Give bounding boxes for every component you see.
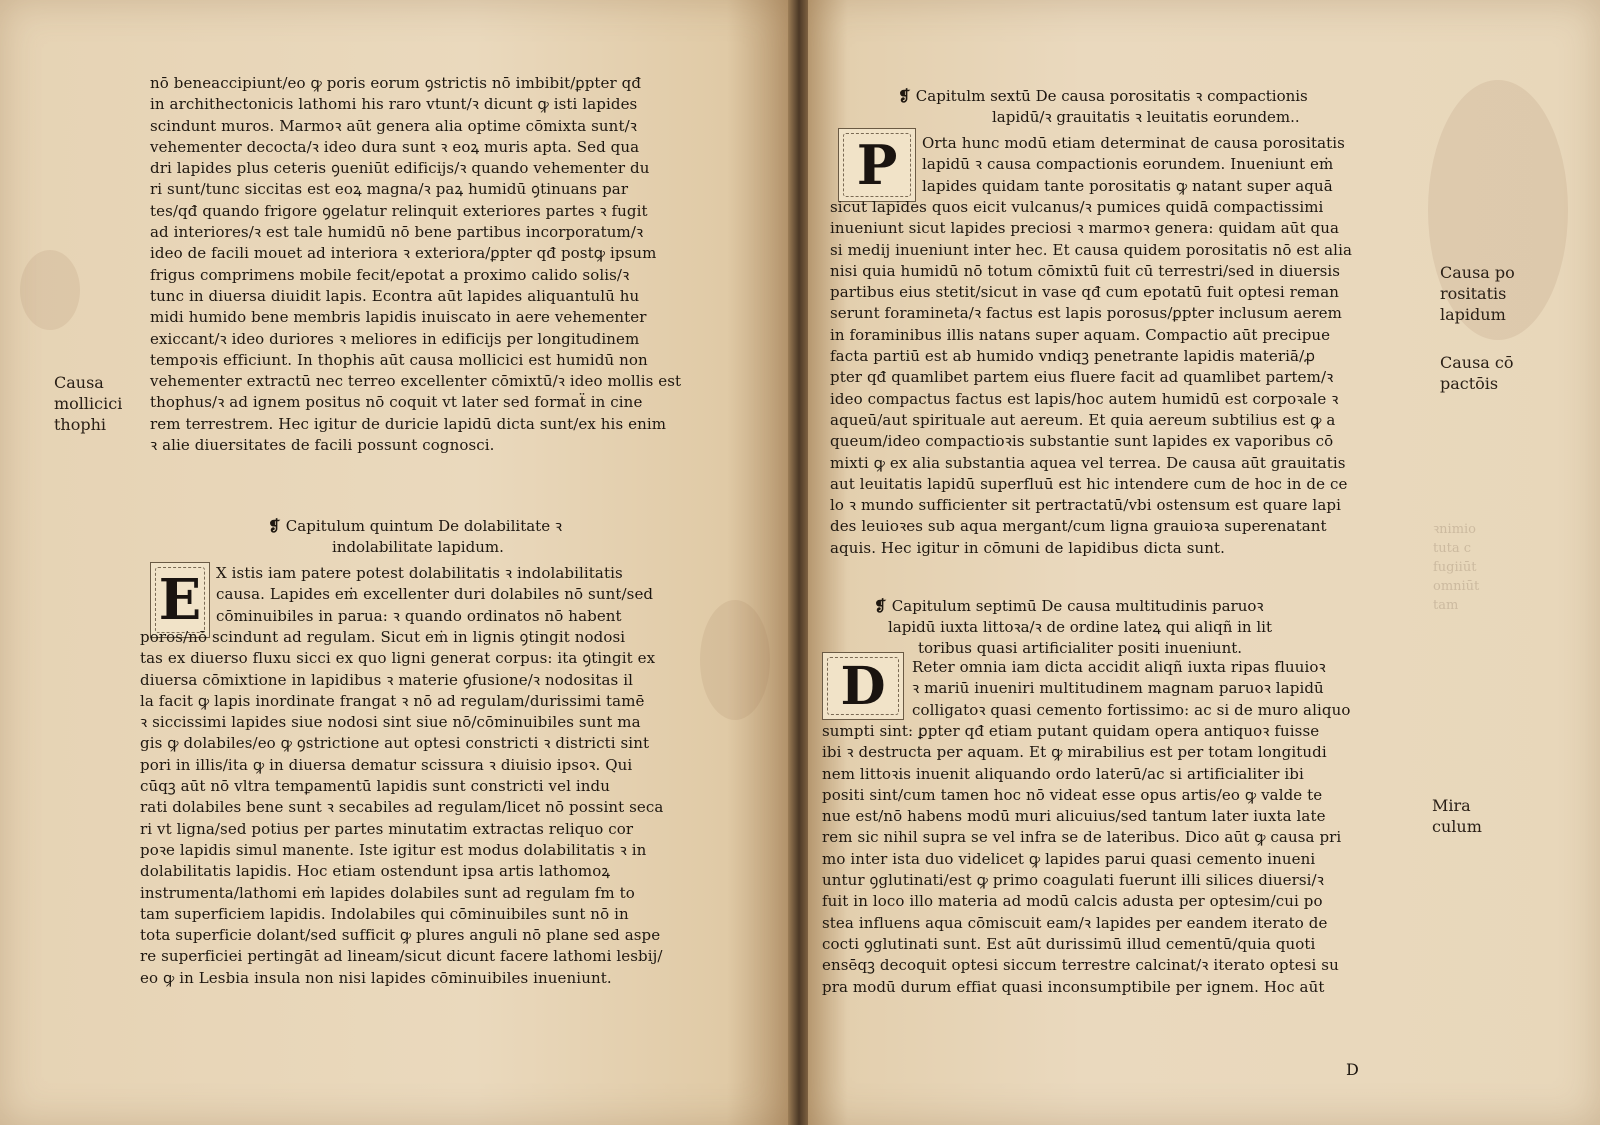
text-line: serunt foramineta/ꝛ factus est lapis porosus/ꝑpter inclusum aerem (830, 304, 1342, 323)
text-line: ad interiores/ꝛ est tale humidū nō bene partibus incorporatum/ꝛ (150, 223, 644, 242)
text-line: positi sint/cum tamen hoc nō videat esse opus artis/eo ꝙ valde te (822, 785, 1323, 804)
text-line: aquis. Hec igitur in cōmuni de lapidibus dicta sunt. (830, 538, 1226, 557)
text-line: mixti ꝙ ex alia substantia aquea vel terrea. De causa aūt grauitatis (830, 453, 1346, 472)
text-line: ꝛ alie diuersitates de facili possunt cognosci. (150, 436, 495, 455)
text-line: ri vt ligna/sed potius per partes minutatim extractas reliquo cor (140, 819, 634, 838)
text-line: colligatoꝛ quasi cemento fortissimo: ac si de muro aliquo (912, 700, 1351, 719)
heading-line: indolabilitate lapidum. (332, 538, 504, 556)
text-line: exiccant/ꝛ ideo duriores ꝛ meliores in edificijs per longitudinem (150, 329, 640, 348)
margin-note-miraculum (1432, 795, 1482, 837)
left-page (0, 0, 790, 1125)
text-line: ꝛ siccissimi lapides siue nodosi sint siue nō/cōminuibiles sunt ma (140, 713, 641, 732)
text-line: tes/qđ quando frigore ꝯgelatur relinquit exteriores partes ꝛ fugit (150, 201, 648, 220)
text-line: pori in illis/ita ꝙ in diuersa dematur scissura ꝛ diuisio ipsoꝛ. Qui (140, 755, 633, 774)
text-line: rati dolabiles bene sunt ꝛ secabiles ad regulam/licet nō possint seca (140, 798, 664, 817)
text-line: diuersa cōmixtione in lapidibus ꝛ materie ꝯfusione/ꝛ nodositas il (140, 670, 634, 689)
paper-stain (700, 600, 770, 720)
text-line: stea influens aqua cōmiscuit eam/ꝛ lapides per eandem iterato de (822, 913, 1328, 932)
right-page (808, 0, 1600, 1125)
text-line: poꝛe lapidis simul manente. Iste igitur est modus dolabilitatis ꝛ in (140, 840, 647, 859)
decorated-initial-p (838, 128, 916, 202)
text-line: Reter omnia iam dicta accidit aliqñ iuxta ripas fluuioꝛ (912, 658, 1326, 676)
margin-note-compactionis (1440, 352, 1514, 394)
text-line: facta partiū est ab humido vndiqꝫ penetrante lapidis materiā/ꝓ (830, 347, 1316, 366)
chapter-5-first-lines (216, 563, 653, 627)
text-line: tas ex diuerso fluxu sicci ex quo ligni generat corpus: ita ꝯtingit ex (140, 649, 656, 668)
text-line: sicut lapides quos eicit vulcanus/ꝛ pumices quidā compactissimi (830, 198, 1324, 216)
initial-letter: P (856, 133, 898, 197)
paragraph-mark-icon: ❡ (268, 517, 286, 535)
decorated-initial-d (822, 652, 904, 720)
margin-note-line: pactōis (1440, 374, 1499, 393)
paper-stain (20, 250, 80, 330)
text-line: nue est/nō habens modū muri alicuius/sed tantum later iuxta late (822, 807, 1326, 826)
text-line: re superficiei pertingāt ad lineam/sicut dicunt facere lathomi lesbij/ (140, 947, 663, 966)
text-line: instrumenta/lathomi eṁ lapides dolabiles sunt ad regulam fm to (140, 883, 635, 902)
text-line: eo ꝙ in Lesbia insula non nisi lapides cōminuibiles inueniunt. (140, 968, 612, 987)
text-line: aqueū/aut spirituale aut aereum. Et quia aereum subtilius est ꝙ a (830, 410, 1336, 429)
text-line: mo inter ista duo videlicet ꝙ lapides parui quasi cemento inueni (822, 849, 1316, 868)
text-line: queum/ideo compactioꝛis substantie sunt lapides ex vaporibus cō (830, 432, 1334, 451)
chapter-7-text (822, 721, 1341, 998)
margin-note-mollicie (54, 372, 122, 435)
text-line: pra modū durum effiat quasi inconsumptibile per ignem. Hoc aūt (822, 977, 1325, 996)
text-line: nem littoꝛis inuenit aliquando ordo laterū/ac si artificialiter ibi (822, 764, 1304, 783)
chapter-6-heading (898, 86, 1308, 128)
chapter-5-text (140, 627, 663, 989)
chapter-7-heading (874, 596, 1272, 659)
margin-note-line: Mira (1432, 796, 1471, 815)
signature-mark: D (1346, 1060, 1359, 1079)
text-line: dri lapides plus ceteris ꝯueniūt edificijs/ꝛ quando vehementer du (150, 159, 650, 178)
text-line: ibi ꝛ destructa per aquam. Et ꝙ mirabilius est per totam longitudi (822, 743, 1327, 762)
text-line: lapidū ꝛ causa compactionis eorundem. Inueniunt eṁ (922, 155, 1334, 174)
text-line: midi humido bene membris lapidis inuiscato in aere vehementer (150, 308, 647, 327)
decorated-initial-e (150, 562, 210, 638)
heading-line (268, 516, 562, 537)
text-line: rem terrestrem. Hec igitur de duricie lapidū dicta sunt/ex his enim (150, 414, 667, 433)
heading-text: Capitulm sextū De causa porositatis ꝛ compactionis (915, 87, 1308, 105)
text-line: si medij inueniunt inter hec. Et causa quidem porositatis nō est alia (830, 240, 1353, 259)
margin-note-line: Causa (54, 373, 104, 392)
margin-note-line: Causa cō (1440, 353, 1514, 372)
text-line: ꝛ mariū inueniri multitudinem magnam paruoꝛ lapidū (912, 679, 1324, 698)
text-line: X istis iam patere potest dolabilitatis ꝛ indolabilitatis (216, 564, 623, 582)
text-line: frigus comprimens mobile fecit/epotat a proximo calido solis/ꝛ (150, 265, 630, 284)
text-line: scindunt muros. Marmoꝛ aūt genera alia optime cōmixta sunt/ꝛ (150, 116, 637, 135)
text-line: inueniunt sicut lapides preciosi ꝛ marmoꝛ genera: quidam aūt qua (830, 219, 1340, 238)
text-line: dolabilitatis lapidis. Hoc etiam ostendunt ipsa artis lathomoꝝ (140, 862, 611, 881)
text-line: causa. Lapides eṁ excellenter duri dolabiles nō sunt/sed (216, 585, 654, 604)
heading-line (898, 86, 1308, 107)
paragraph-mark-icon: ❡ (874, 597, 892, 615)
text-line: thophus/ꝛ ad ignem positus nō coquit vt later sed formaẗ in cine (150, 393, 643, 412)
margin-note-line: Causa po (1440, 263, 1515, 282)
text-line: untur ꝯglutinati/est ꝙ primo coagulati fuerunt illi silices diuersi/ꝛ (822, 871, 1324, 890)
text-line: lapides quidam tante porositatis ꝙ natant super aquā (922, 176, 1333, 195)
text-line: sumpti sint: ꝑpter qđ etiam putant quidam opera antiquoꝛ fuisse (822, 722, 1320, 740)
heading-text: Capitulum septimū De causa multitudinis paruoꝛ (891, 597, 1264, 615)
text-line: cocti ꝯglutinati sunt. Est aūt durissimū illud cementū/quia quoti (822, 934, 1316, 953)
bleedthrough-text: ꝛnimio tuta c fugiiūt omniūt tam (1433, 522, 1480, 613)
text-line: tempoꝛis efficiunt. In thophis aūt causa mollicici est humidū non (150, 350, 648, 369)
text-line: cūqꝫ aūt nō vltra temꝑamentū lapidis sunt constricti vel indu (140, 777, 610, 796)
chapter-5-heading (268, 516, 562, 558)
paragraph-mark-icon: ❡ (898, 87, 916, 105)
text-line: tam superficiem lapidis. Indolabiles qui cōminuibiles sunt nō in (140, 904, 629, 923)
text-line: aut leuitatis lapidū superfluū est hic intendere cum de hoc in de ce (830, 474, 1348, 493)
text-line: in foraminibus illis natans super aquam. Compactio aūt precipue (830, 325, 1331, 344)
margin-note-line: rositatis (1440, 284, 1507, 303)
chapter-6-first-lines (922, 133, 1345, 197)
text-line: nō beneaccipiunt/eo ꝙ poris eorum ꝯstrictis nō imbibit/ꝑpter qđ (150, 74, 642, 92)
text-line: lo ꝛ mundo sufficienter sit pertractatū/vbi ostensum est quare lapi (830, 496, 1341, 515)
text-line: ri sunt/tunc siccitas est eoꝝ magna/ꝛ paꝝ humidū ꝯtinuans par (150, 180, 629, 199)
text-line: ideo compactus factus est lapis/hoc autem humidū est corpoꝛale ꝛ (830, 389, 1339, 408)
margin-note-line: culum (1432, 817, 1482, 836)
margin-note-porositatis (1440, 262, 1515, 325)
text-line: nisi quia humidū nō totum cōmixtū fuit cū terrestri/sed in diuersis (830, 261, 1341, 280)
left-top-paragraph (150, 73, 681, 456)
text-line: la facit ꝙ lapis inordinate frangat ꝛ nō ad regulam/durissimi tamē (140, 691, 645, 710)
chapter-7-first-lines (912, 657, 1351, 721)
heading-line (874, 596, 1272, 617)
margin-note-line: lapidum (1440, 305, 1506, 324)
text-line: tota superficie dolant/sed sufficit ꝙ plures anguli nō plane sed aspe (140, 926, 661, 945)
text-line: poros/nō scindunt ad regulam. Sicut eṁ in lignis ꝯtingit nodosi (140, 628, 626, 646)
heading-text: Capitulum quintum De dolabilitate ꝛ (285, 517, 562, 535)
initial-letter: D (840, 655, 886, 717)
text-line: ensēqꝫ decoquit optesi siccum terrestre calcinat/ꝛ iterato optesi su (822, 956, 1339, 975)
text-line: fuit in loco illo materia ad modū calcis adusta per optesim/cui po (822, 892, 1323, 911)
chapter-6-text (830, 197, 1352, 559)
book-gutter (788, 0, 810, 1125)
text-line: cōminuibiles in parua: ꝛ quando ordinatos nō habent (216, 606, 622, 625)
text-line: vehementer decocta/ꝛ ideo dura sunt ꝛ eoꝝ muris apta. Sed qua (150, 137, 640, 156)
text-line: ideo de facili mouet ad interiora ꝛ exteriora/ꝑpter qđ postꝙ ipsum (150, 244, 657, 263)
text-line: gis ꝙ dolabiles/eo ꝙ ꝯstrictione aut optesi constricti ꝛ districti sint (140, 734, 650, 753)
text-line: rem sic nihil supra se vel infra se de lateribus. Dico aūt ꝙ causa pri (822, 828, 1342, 847)
text-line: vehementer extractū nec terreo excellenter cōmixtū/ꝛ ideo mollis est (150, 372, 682, 391)
margin-note-line: mollicici (54, 394, 123, 413)
text-line: partibus eius stetit/sicut in vase qđ cum epotatū fuit optesi reman (830, 283, 1340, 302)
text-line: tunc in diuersa diuidit lapis. Econtra aūt lapides aliquantulū hu (150, 286, 640, 305)
heading-line: lapidū iuxta littoꝛa/ꝛ de ordine lateꝝ qui aliqñ in lit (888, 618, 1272, 636)
heading-line: toribus quasi artificialiter positi inueniunt. (918, 639, 1243, 657)
heading-line: lapidū/ꝛ grauitatis ꝛ leuitatis eorundem.. (992, 108, 1300, 126)
initial-letter: E (158, 567, 202, 633)
text-line: pter qđ quamlibet partem eius fluere facit ad quamlibet partem/ꝛ (830, 368, 1334, 387)
margin-note-line: thophi (54, 415, 107, 434)
text-line: in archithectonicis lathomi his raro vtunt/ꝛ dicunt ꝙ isti lapides (150, 95, 638, 114)
text-line: des leuioꝛes sub aqua mergant/cum ligna grauioꝛa superenatant (830, 517, 1327, 536)
text-line: Orta hunc modū etiam determinat de causa porositatis (922, 134, 1345, 152)
